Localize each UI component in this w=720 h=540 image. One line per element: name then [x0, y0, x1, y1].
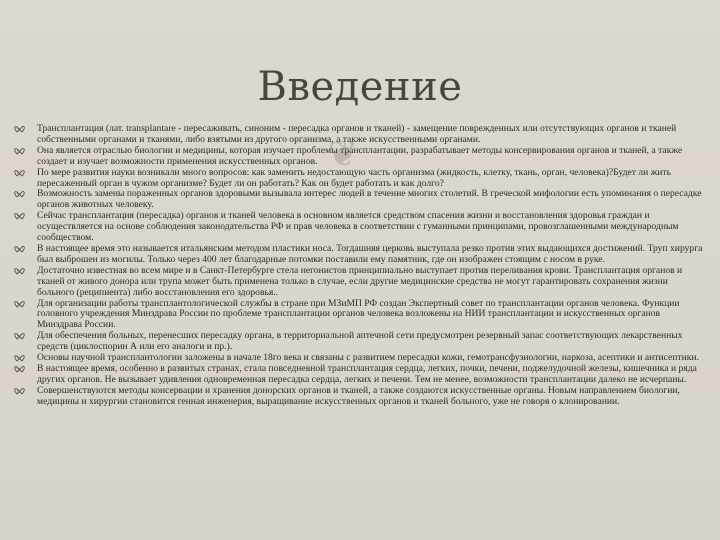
crossed-loop-bullet-icon — [14, 190, 25, 199]
list-item — [14, 124, 704, 146]
crossed-loop-bullet-icon — [14, 169, 25, 178]
list-item-text: По мере развития науки возникали много вопросов: как заменить недостающую часть организма (жидкость, клетку, ткань, орган, человека)?Будет ли жить пересаженный орган в чужом организме? Будет ли он работать? Как он будет работать и как долго? — [37, 166, 671, 189]
crossed-loop-bullet-icon — [14, 365, 25, 374]
bullet-list — [14, 124, 704, 408]
list-item-text: В настоящее время это называется итальянским методом пластики носа. Тогдашняя церковь выступала резко против этих выдающихся достижений. Труп хирурга был выброшен из могилы. Только через 400 лет благодарные потомки поставили ему памятник, где он изображен стоящим с носом в руке. — [37, 242, 703, 265]
list-item — [14, 189, 704, 211]
list-item — [14, 211, 704, 244]
list-item-text: Возможность замены пораженных органов здоровыми вызывала интерес людей в течение многих столетий. В греческой мифологии есть упоминания о пересадке органов животных человеку. — [37, 188, 702, 211]
crossed-loop-bullet-icon — [14, 147, 25, 156]
list-item-text: В настоящее время, особенно в развитых странах, стала повседневной трансплантация сердца, легких, почки, печени, поджелудочной железы, кишечника и ряда других органов. Не вызывает удивления одновременная пересадка сердца, легких и печени. Тем не менее, возможности трансплантации далеко не исчерпаны. — [37, 362, 697, 385]
crossed-loop-bullet-icon — [14, 267, 25, 276]
list-item-text: Совершенствуются методы консервации и хранения донорских органов и тканей, а также создаются искусственные органы. Новым направлением биологии, медицины и хирургии становится генная инженерия, выращивание искусственных органов и тканей больного, уже не говоря о клонировании. — [37, 384, 680, 407]
list-item — [14, 299, 704, 332]
list-item — [14, 244, 704, 266]
list-item-text: Основы научной трансплантологии заложены в начале 18го века и связаны с развитием пересадки кожи, гемотрансфузиологии, наркоза, асептики и антисептики. — [37, 352, 699, 364]
list-item-text: Для обеспечения больных, перенесших пересадку органа, в территориальной аптечной сети предусмотрен резервный запас соответствующих лекарственных средств (циклоспорин А или его аналоги и пр.). — [37, 330, 683, 353]
list-item-text: Она является отраслью биологии и медицины, которая изучает проблемы трансплантации, разрабатывает методы консервирования органов и тканей, а также создает и изучает возможности применения искусственных органов. — [37, 144, 683, 167]
list-item — [14, 146, 704, 168]
list-item — [14, 168, 704, 190]
list-item — [14, 364, 704, 386]
decorative-ornament-icon: ❦ — [328, 134, 359, 175]
list-item-text: Сейчас трансплантация (пересадка) органов и тканей человека в основном является средством спасения жизни и восстановления здоровья граждан и осуществляется на основе соблюдения законодательства РФ и прав человека в соответствии с гуманными принципами, провозглашенными международным сообществом. — [37, 210, 679, 244]
crossed-loop-bullet-icon — [14, 125, 25, 134]
list-item-text: Достаточно известная во всем мире и в Санкт-Петербурге стела негонистов принципиально выступает против переливания крови. Трансплантация органов и тканей от живого донора или трупа может быть применена только в случае, если другие медицинские средства не могут гарантировать сохранения жизни больного (реципиента) либо восстановления его здоровья.. — [37, 264, 683, 298]
list-item — [14, 331, 704, 353]
crossed-loop-bullet-icon — [14, 354, 25, 363]
list-item — [14, 386, 704, 408]
crossed-loop-bullet-icon — [14, 387, 25, 396]
list-item-text: Трансплантация (лат. transplantare - пересаживать, синоним - пересадка органов и тканей) - замещение поврежденных или отсутствующих органов и тканей собственными органами и тканями, либо взятыми из другого организма, а также искусственными органами. — [37, 123, 677, 145]
crossed-loop-bullet-icon — [14, 245, 25, 254]
slide-title: Введение — [257, 64, 463, 110]
crossed-loop-bullet-icon — [14, 212, 25, 221]
crossed-loop-bullet-icon — [14, 332, 25, 341]
list-item — [14, 266, 704, 299]
list-item-text: Для организации работы трансплантологической службы в стране при МЗиМП РФ создан Экспертный совет по трансплантации органов человека. Функции головного учреждения Минздрава России по проблеме трансплантации органов человека возложены на НИИ трансплантации и искусственных органов Минздрава России. — [37, 297, 680, 331]
crossed-loop-bullet-icon — [14, 300, 25, 309]
